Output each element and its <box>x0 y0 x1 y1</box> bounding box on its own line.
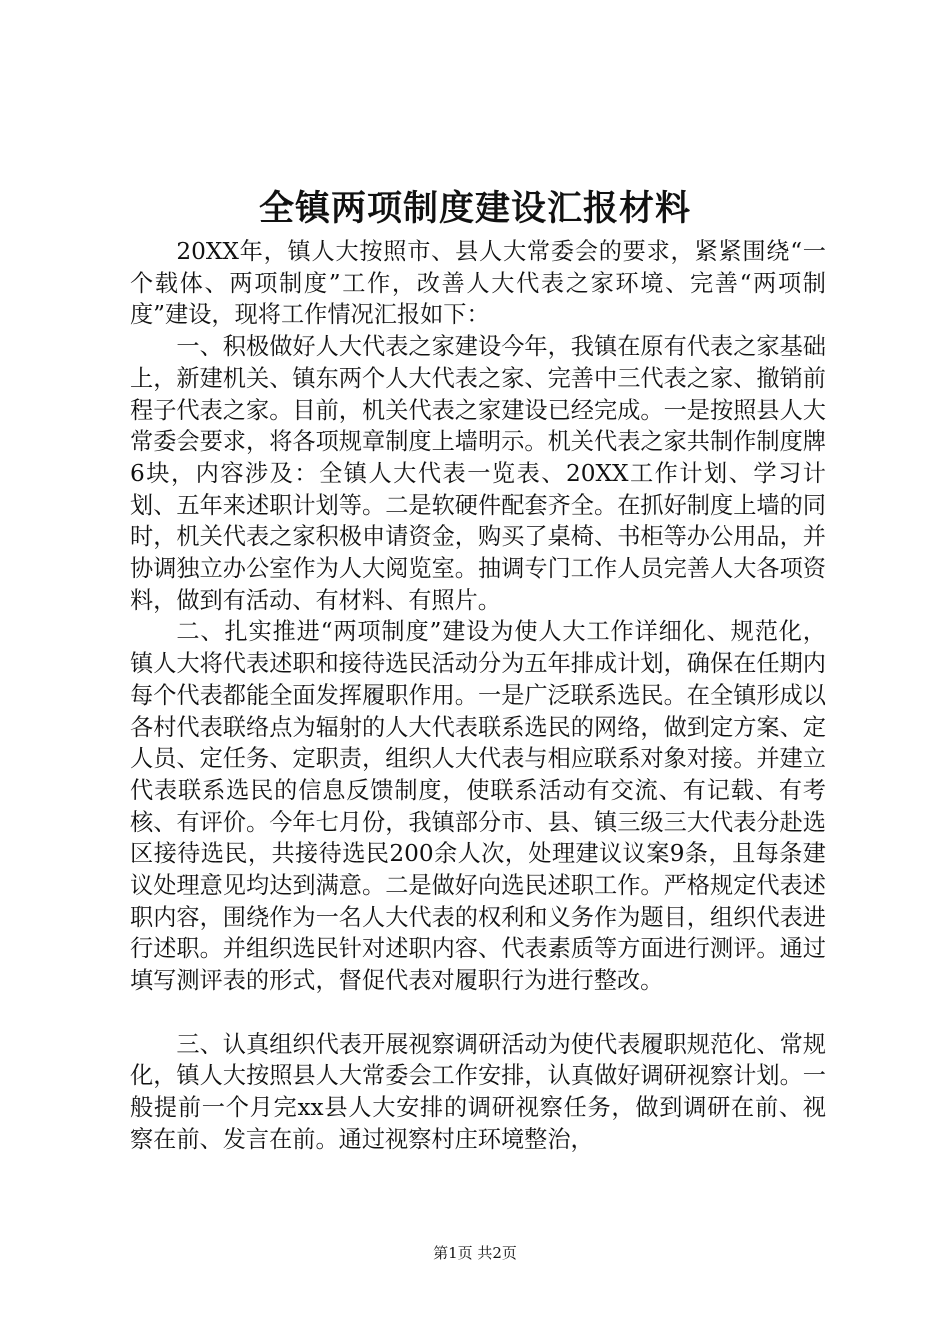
paragraph-section-2: 二、扎实推进“两项制度”建设为使人大工作详细化、规范化，镇人大将代表述职和接待选民活动分为五年排成计划，确保在任期内每个代表都能全面发挥履职作用。一是广泛联系选民。在全镇形成以各村代表联络点为辐射的人大代表联系选民的网络，做到定方案、定人员、定任务、定职责，组织人大代表与相应联系对象对接。并建立代表联系选民的信息反馈制度，使联系活动有交流、有记载、有考核、有评价。今年七月份，我镇部分市、县、镇三级三大代表分赴选区接待选民，共接待选民200余人次，处理建议议案9条，且每条建议处理意见均达到满意。二是做好向选民述职工作。严格规定代表述职内容，围绕作为一名人大代表的权利和义务作为题目，组织代表进行述职。并组织选民针对述职内容、代表素质等方面进行测评。通过填写测评表的形式，督促代表对履职行为进行整改。 <box>130 618 826 995</box>
paragraph-section-1: 一、积极做好人大代表之家建设今年，我镇在原有代表之家基础上，新建机关、镇东两个人大代表之家、完善中三代表之家、撤销前程子代表之家。目前，机关代表之家建设已经完成。一是按照县人大常委会要求，将各项规章制度上墙明示。机关代表之家共制作制度牌6块，内容涉及：全镇人大代表一览表、20XX工作计划、学习计划、五年来述职计划等。二是软硬件配套齐全。在抓好制度上墙的同时，机关代表之家积极申请资金，购买了桌椅、书柜等办公用品，并协调独立办公室作为人大阅览室。抽调专门工作人员完善人大各项资料，做到有活动、有材料、有照片。 <box>130 333 826 614</box>
paragraph-spacer <box>130 997 826 1029</box>
document-body <box>130 236 826 1155</box>
page-footer: 第1页 共2页 <box>433 1244 517 1262</box>
document-title: 全镇两项制度建设汇报材料 <box>258 188 691 229</box>
paragraph-intro: 20XX年，镇人大按照市、县人大常委会的要求，紧紧围绕“一个载体、两项制度”工作，改善人大代表之家环境、完善“两项制度”建设，现将工作情况汇报如下： <box>130 238 826 329</box>
paragraph-section-3: 三、认真组织代表开展视察调研活动为使代表履职规范化、常规化，镇人大按照县人大常委会工作安排，认真做好调研视察计划。一般提前一个月完xx县人大安排的调研视察任务，做到调研在前、视察在前、发言在前。通过视察村庄环境整治， <box>130 1030 826 1153</box>
